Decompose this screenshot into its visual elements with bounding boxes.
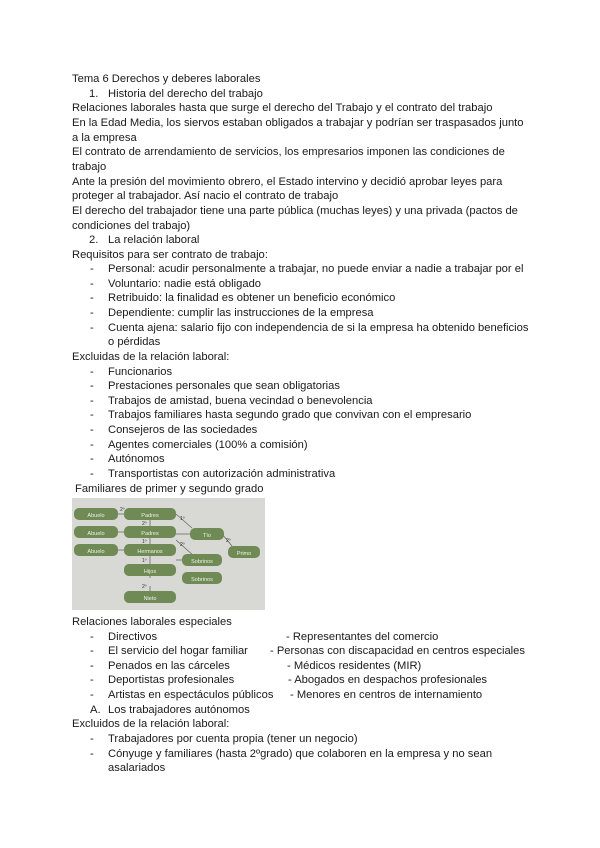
bullet-dash: - xyxy=(90,409,94,421)
bullet-dash: - xyxy=(90,631,94,643)
svg-text:Padres: Padres xyxy=(141,513,159,519)
bullet-dash: - xyxy=(90,453,94,465)
grade-label: 2º xyxy=(142,584,147,590)
diagram-node xyxy=(124,591,176,603)
section-2-heading: La relación laboral xyxy=(108,234,200,246)
list-item: Deportistas profesionales xyxy=(108,674,235,686)
bullet-dash: - xyxy=(90,660,94,672)
bullet-dash: - xyxy=(90,439,94,451)
list-item-right: - Abogados en despachos profesionales xyxy=(288,674,488,686)
family-degrees-diagram xyxy=(72,498,265,610)
diagram-node xyxy=(182,572,222,584)
bullet-dash: - xyxy=(90,380,94,392)
list-item-right: - Médicos residentes (MIR) xyxy=(287,660,422,672)
list-item: Transportistas con autorización administrativa xyxy=(108,468,336,480)
list-item: Directivos xyxy=(108,631,158,643)
paragraph-3-line-1: El contrato de arrendamiento de servicios, los empresarios imponen las condiciones de xyxy=(72,146,505,158)
diagram-node xyxy=(124,544,176,556)
requisites-heading: Requisitos para ser contrato de trabajo: xyxy=(72,249,268,261)
list-item: Artistas en espectáculos públicos xyxy=(108,689,274,701)
list-item-continuation: o pérdidas xyxy=(108,336,161,348)
list-item-right: - Representantes del comercio xyxy=(286,631,439,643)
bullet-dash: - xyxy=(90,468,94,480)
diagram-node xyxy=(182,554,222,566)
paragraph-5-line-2: condiciones del trabajo) xyxy=(72,220,191,232)
exclusions-heading: Excluidas de la relación laboral: xyxy=(72,351,230,363)
list-item: Penados en las cárceles xyxy=(108,660,230,672)
bullet-dash: - xyxy=(90,645,94,657)
document-title: Tema 6 Derechos y deberes laborales xyxy=(72,73,261,85)
grade-label: 2º xyxy=(120,507,125,513)
bullet-dash: - xyxy=(90,263,94,275)
diagram-node xyxy=(124,508,176,520)
list-item: Retribuido: la finalidad es obtener un beneficio económico xyxy=(108,292,396,304)
paragraph-4-line-1: Ante la presión del movimiento obrero, el Estado intervino y decidió aprobar leyes para xyxy=(72,176,503,188)
grade-label: 1º xyxy=(142,558,147,564)
diagram-node xyxy=(74,526,118,538)
list-item: Trabajos familiares hasta segundo grado que convivan con el empresario xyxy=(108,409,472,421)
svg-text:Abuelo: Abuelo xyxy=(87,549,105,555)
bullet-dash: - xyxy=(90,322,94,334)
list-item: El servicio del hogar familiar xyxy=(108,645,248,657)
svg-text:Sobrinos: Sobrinos xyxy=(191,559,213,565)
family-degrees-heading: Familiares de primer y segundo grado xyxy=(75,483,264,495)
bullet-dash: - xyxy=(90,366,94,378)
grade-label: 1º xyxy=(180,516,185,522)
svg-text:Abuelo: Abuelo xyxy=(87,531,105,537)
bullet-dash: - xyxy=(90,748,94,760)
list-item: Voluntario: nadie está obligado xyxy=(108,278,262,290)
bullet-dash: - xyxy=(90,278,94,290)
svg-text:Sobrinos: Sobrinos xyxy=(191,577,213,583)
grade-label: 2º xyxy=(142,521,147,527)
grade-label: 1º xyxy=(142,539,147,545)
diagram-node xyxy=(124,526,176,538)
svg-text:Hijos: Hijos xyxy=(143,569,157,575)
exclusions-2-heading: Excluidos de la relación laboral: xyxy=(72,718,230,730)
diagram-node xyxy=(124,564,176,576)
list-item: Trabajos de amistad, buena vecindad o benevolencia xyxy=(108,395,373,407)
list-item-right: - Menores en centros de internamiento xyxy=(290,689,483,701)
section-1-number: 1. xyxy=(89,88,99,100)
list-item: Agentes comerciales (100% a comisión) xyxy=(108,439,308,451)
grade-label: 2º xyxy=(180,542,185,548)
list-item-continuation: asalariados xyxy=(108,762,166,774)
paragraph-5-line-1: El derecho del trabajador tiene una parte pública (muchas leyes) y una privada (pactos de xyxy=(72,205,518,217)
list-item: Funcionarios xyxy=(108,366,173,378)
list-item: Autónomos xyxy=(108,453,165,465)
paragraph-1: Relaciones laborales hasta que surge el derecho del Trabajo y el contrato del trabajo xyxy=(72,102,493,114)
paragraph-3-line-2: trabajo xyxy=(72,161,107,173)
special-relations-heading: Relaciones laborales especiales xyxy=(72,616,232,628)
diagram-node xyxy=(190,528,224,540)
section-1-heading: Historia del derecho del trabajo xyxy=(108,88,263,100)
diagram-node xyxy=(228,546,260,558)
bullet-dash: - xyxy=(90,307,94,319)
bullet-dash: - xyxy=(90,395,94,407)
bullet-dash: - xyxy=(90,424,94,436)
list-item: Dependiente: cumplir las instrucciones de la empresa xyxy=(108,307,374,319)
paragraph-2-line-1: En la Edad Media, los siervos estaban obligados a trabajar y podrían ser traspasados junto xyxy=(72,117,524,129)
svg-text:Primo: Primo xyxy=(236,551,252,557)
diagram-node xyxy=(74,544,118,556)
bullet-dash: - xyxy=(90,674,94,686)
bullet-dash: - xyxy=(90,689,94,701)
section-a-heading: Los trabajadores autónomos xyxy=(108,704,250,716)
paragraph-4-line-2: proteger al trabajador. Así nacio el contrato de trabajo xyxy=(72,190,339,202)
list-item: Prestaciones personales que sean obligatorias xyxy=(108,380,340,392)
diagram-node xyxy=(74,508,118,520)
list-item: Cónyuge y familiares (hasta 2ºgrado) que colaboren en la empresa y no sean xyxy=(108,748,493,760)
grade-label: 2º xyxy=(226,538,231,544)
list-item-right: - Personas con discapacidad en centros especiales xyxy=(270,645,525,657)
list-item: Cuenta ajena: salario fijo con independencia de si la empresa ha obtenido beneficios xyxy=(108,322,529,334)
bullet-dash: - xyxy=(90,733,94,745)
list-item: Consejeros de las sociedades xyxy=(108,424,258,436)
svg-text:Padres: Padres xyxy=(141,531,159,537)
list-item: Personal: acudir personalmente a trabajar, no puede enviar a nadie a trabajar por el xyxy=(108,263,524,275)
svg-text:Tío: Tío xyxy=(203,533,211,539)
section-2-number: 2. xyxy=(89,234,99,246)
svg-text:Nieto: Nieto xyxy=(143,596,157,602)
bullet-dash: - xyxy=(90,292,94,304)
paragraph-2-line-2: a la empresa xyxy=(72,132,137,144)
svg-text:Abuelo: Abuelo xyxy=(87,513,105,519)
section-a-number: A. xyxy=(90,704,101,716)
list-item: Trabajadores por cuenta propia (tener un negocio) xyxy=(108,733,358,745)
svg-text:Hermanos: Hermanos xyxy=(137,549,163,555)
